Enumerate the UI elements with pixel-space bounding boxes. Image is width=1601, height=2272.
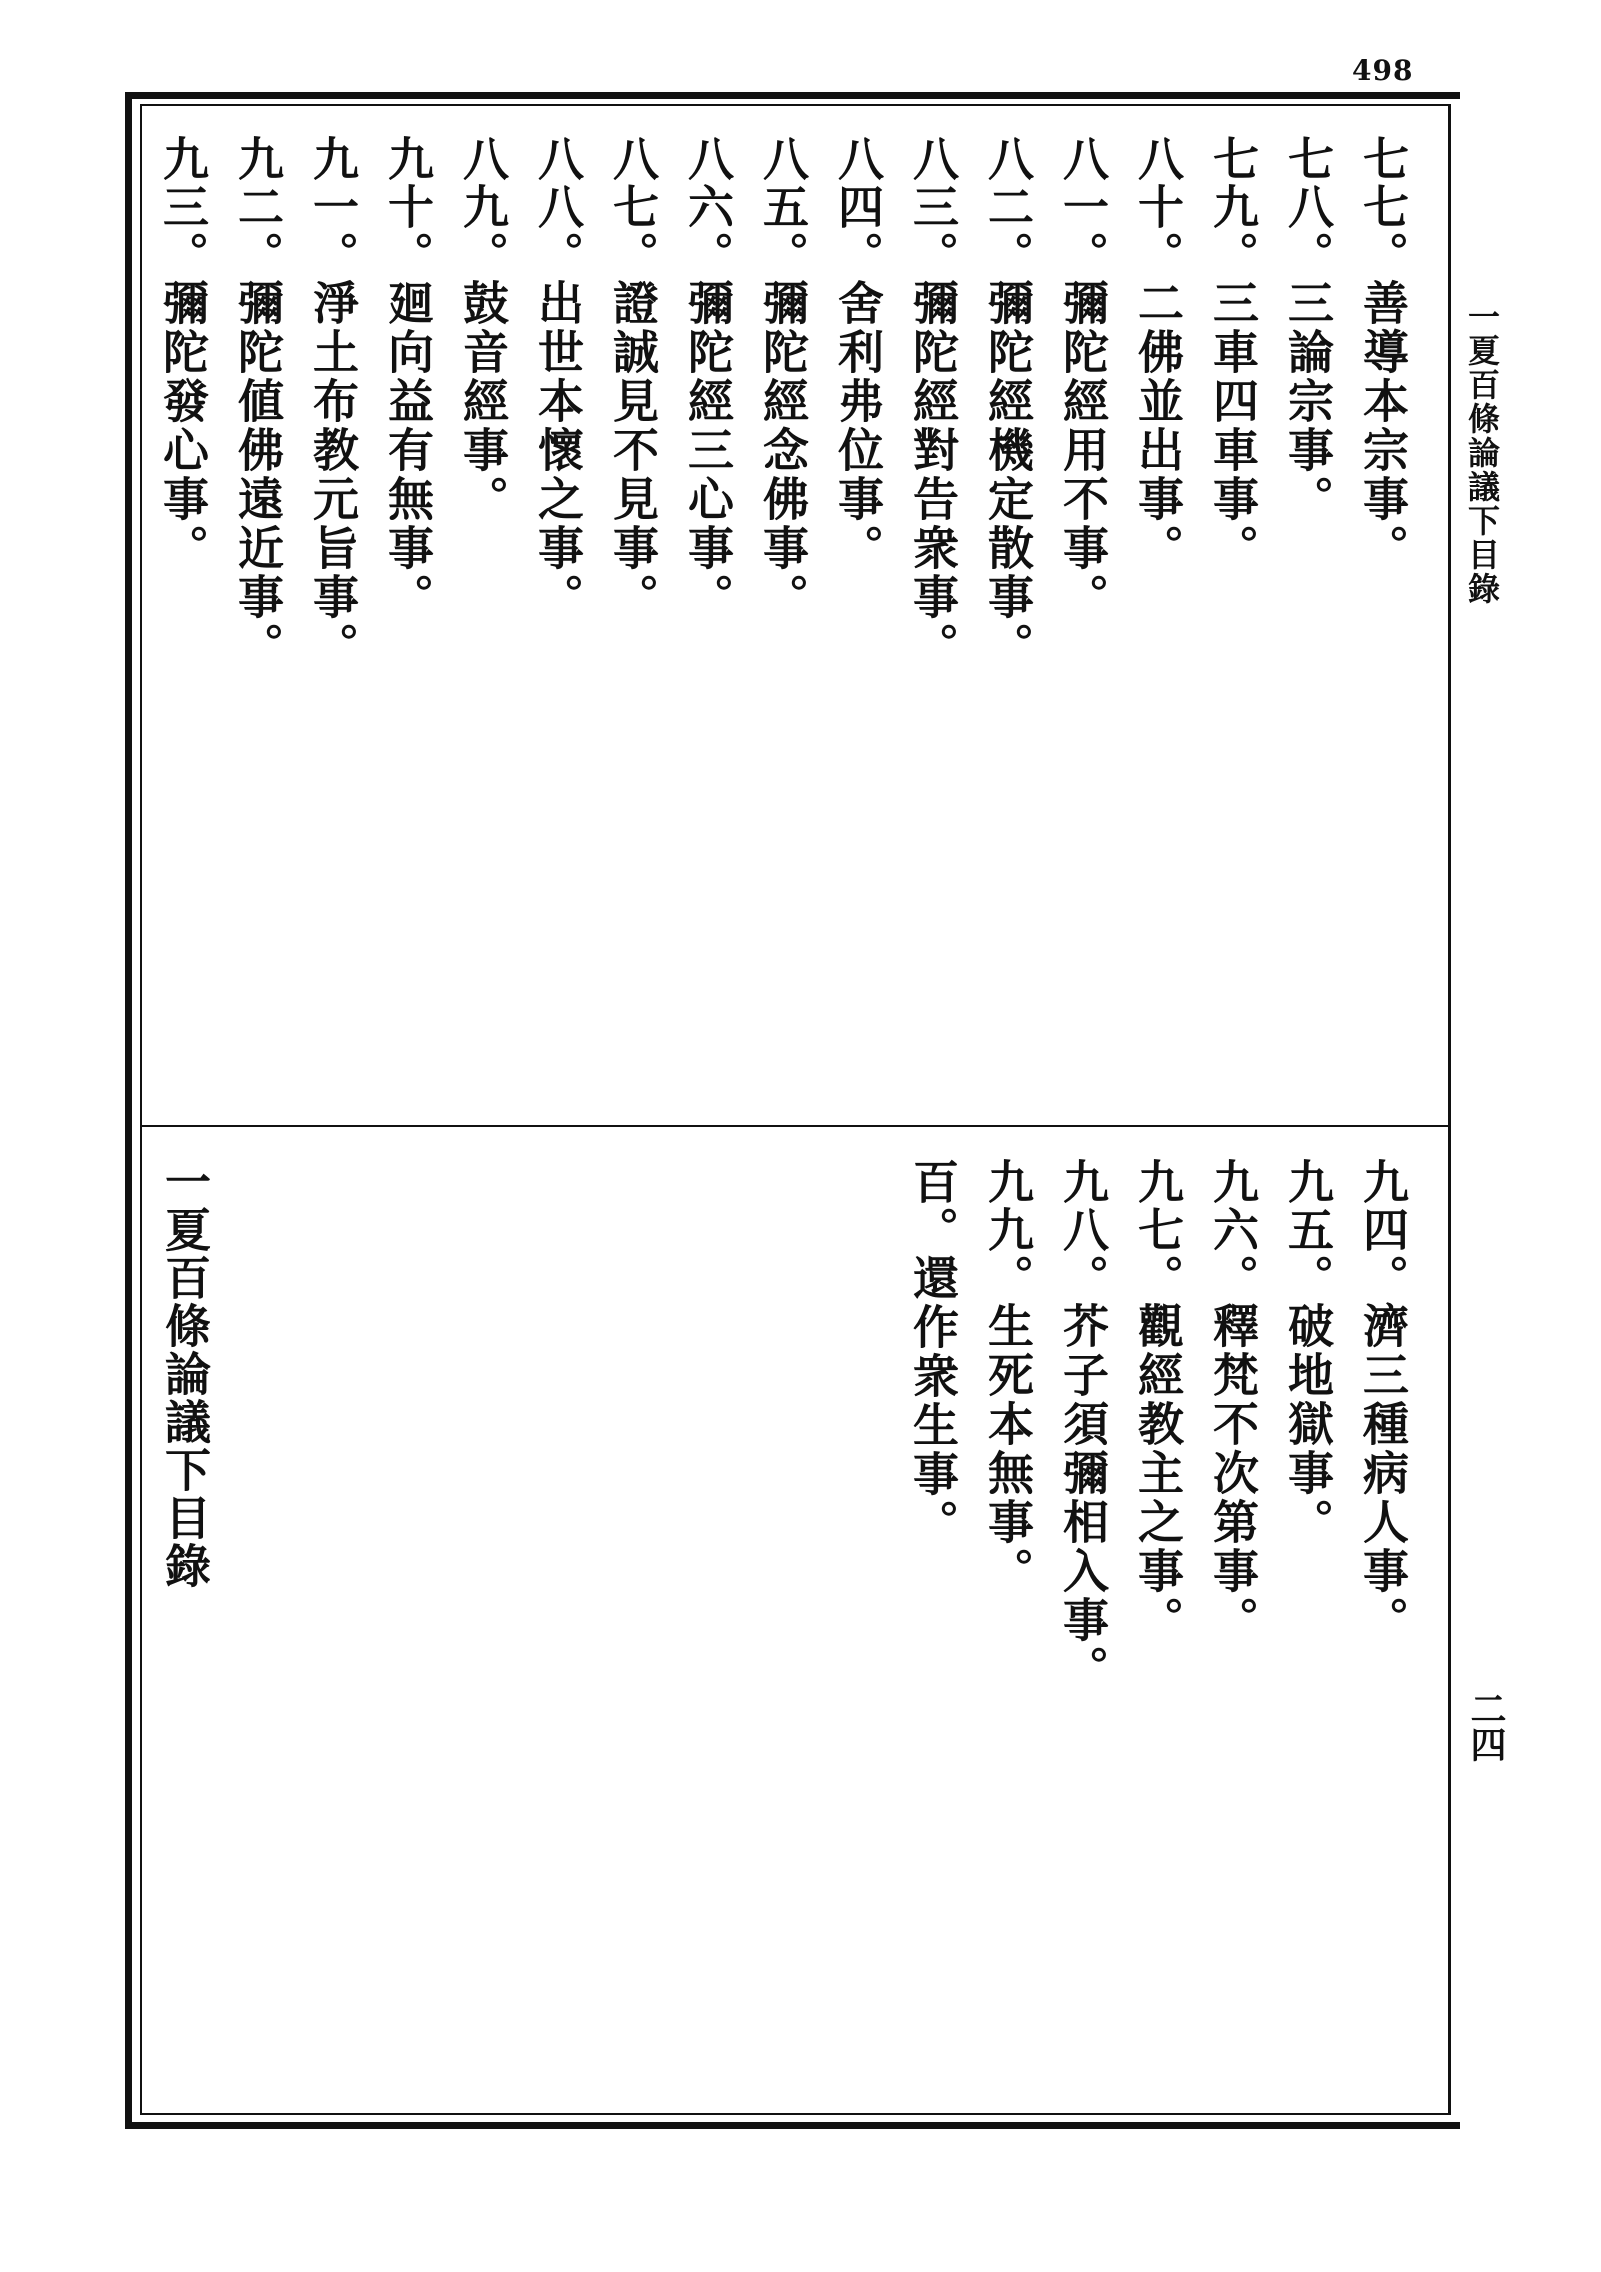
section-divider (142, 1125, 1448, 1127)
toc-entry (381, 135, 435, 622)
entry-title: 生死本無事。 (981, 1302, 1035, 1596)
toc-entry (1206, 1158, 1260, 1645)
entry-title: 彌陀經三心事。 (681, 279, 735, 622)
entry-title: 觀經教主之事。 (1131, 1302, 1185, 1645)
entry-number: 八一。 (1056, 135, 1110, 279)
entry-title: 芥子須彌相入事。 (1056, 1302, 1110, 1694)
entry-number: 九九。 (981, 1158, 1035, 1302)
toc-entry (1356, 1158, 1410, 1645)
toc-entry (681, 135, 735, 622)
entry-number: 八九。 (456, 135, 510, 279)
page-number: 498 (1352, 54, 1414, 87)
toc-entry (156, 135, 210, 573)
entry-title: 證誠見不見事。 (606, 279, 660, 622)
toc-entry (1281, 135, 1335, 524)
entry-number: 八二。 (981, 135, 1035, 279)
entry-title: 淨土布教元旨事。 (306, 279, 360, 671)
frame-bottom-thick (125, 2122, 1460, 2129)
entry-title: 三車四車事。 (1206, 279, 1260, 573)
book-title: 一夏百條論議下目錄 (158, 1158, 212, 1590)
entry-number: 九十。 (381, 135, 435, 279)
frame-right-border (1448, 104, 1451, 2115)
entry-number: 八八。 (531, 135, 585, 279)
toc-entry (906, 135, 960, 671)
entry-number: 七九。 (1206, 135, 1260, 279)
entry-title: 釋梵不次第事。 (1206, 1302, 1260, 1645)
entry-title: 二佛並出事。 (1131, 279, 1185, 573)
entry-number: 八三。 (906, 135, 960, 279)
toc-entry (1356, 135, 1410, 573)
entry-title: 彌陀經對告衆事。 (906, 279, 960, 671)
entry-title: 善導本宗事。 (1356, 279, 1410, 573)
entry-title: 出世本懷之事。 (531, 279, 585, 622)
toc-entry (306, 135, 360, 671)
entry-title: 破地獄事。 (1281, 1302, 1335, 1547)
entry-number: 九一。 (306, 135, 360, 279)
toc-entry (606, 135, 660, 622)
frame-top-thin (140, 104, 1450, 106)
entry-number: 九八。 (1056, 1158, 1110, 1302)
entry-number: 九四。 (1356, 1158, 1410, 1302)
toc-entry (1131, 135, 1185, 573)
toc-entry (1131, 1158, 1185, 1645)
frame-top-thick (125, 92, 1460, 99)
entry-title: 彌陀經念佛事。 (756, 279, 810, 622)
frame-bottom-thin (140, 2113, 1450, 2115)
margin-running-title: 一夏百條論議下目錄 (1463, 300, 1501, 606)
entry-number: 七七。 (1356, 135, 1410, 279)
entry-title: 濟三種病人事。 (1356, 1302, 1410, 1645)
entry-title: 三論宗事。 (1281, 279, 1335, 524)
entry-title: 廻向益有無事。 (381, 279, 435, 622)
margin-folio: 二四 (1465, 1690, 1507, 1762)
entry-title: 彌陀經機定散事。 (981, 279, 1035, 671)
entry-number: 九三。 (156, 135, 210, 279)
entry-number: 八七。 (606, 135, 660, 279)
toc-entry (231, 135, 285, 671)
toc-entry (831, 135, 885, 573)
toc-entry (756, 135, 810, 622)
entry-title: 鼓音經事。 (456, 279, 510, 524)
frame-left-thin (140, 104, 142, 2115)
entry-number: 九六。 (1206, 1158, 1260, 1302)
toc-entry (981, 1158, 1035, 1596)
entry-number: 八十。 (1131, 135, 1185, 279)
entry-title: 彌陀値佛遠近事。 (231, 279, 285, 671)
entry-number: 八六。 (681, 135, 735, 279)
toc-entry (456, 135, 510, 524)
entry-title: 彌陀發心事。 (156, 279, 210, 573)
toc-entry (1281, 1158, 1335, 1547)
entry-title: 彌陀經用不事。 (1056, 279, 1110, 622)
entry-number: 八五。 (756, 135, 810, 279)
toc-entry (1056, 1158, 1110, 1694)
frame-left-thick (125, 92, 132, 2129)
entry-number: 八四。 (831, 135, 885, 279)
toc-entry (1056, 135, 1110, 622)
entry-title: 舍利弗位事。 (831, 279, 885, 573)
entry-number: 九五。 (1281, 1158, 1335, 1302)
toc-entry (981, 135, 1035, 671)
toc-entry (531, 135, 585, 622)
entry-number: 九七。 (1131, 1158, 1185, 1302)
toc-entry (1206, 135, 1260, 573)
entry-number: 七八。 (1281, 135, 1335, 279)
entry-number: 九二。 (231, 135, 285, 279)
toc-entry (906, 1158, 960, 1548)
entry-title: 還作衆生事。 (906, 1254, 960, 1548)
entry-number: 百。 (906, 1158, 960, 1254)
